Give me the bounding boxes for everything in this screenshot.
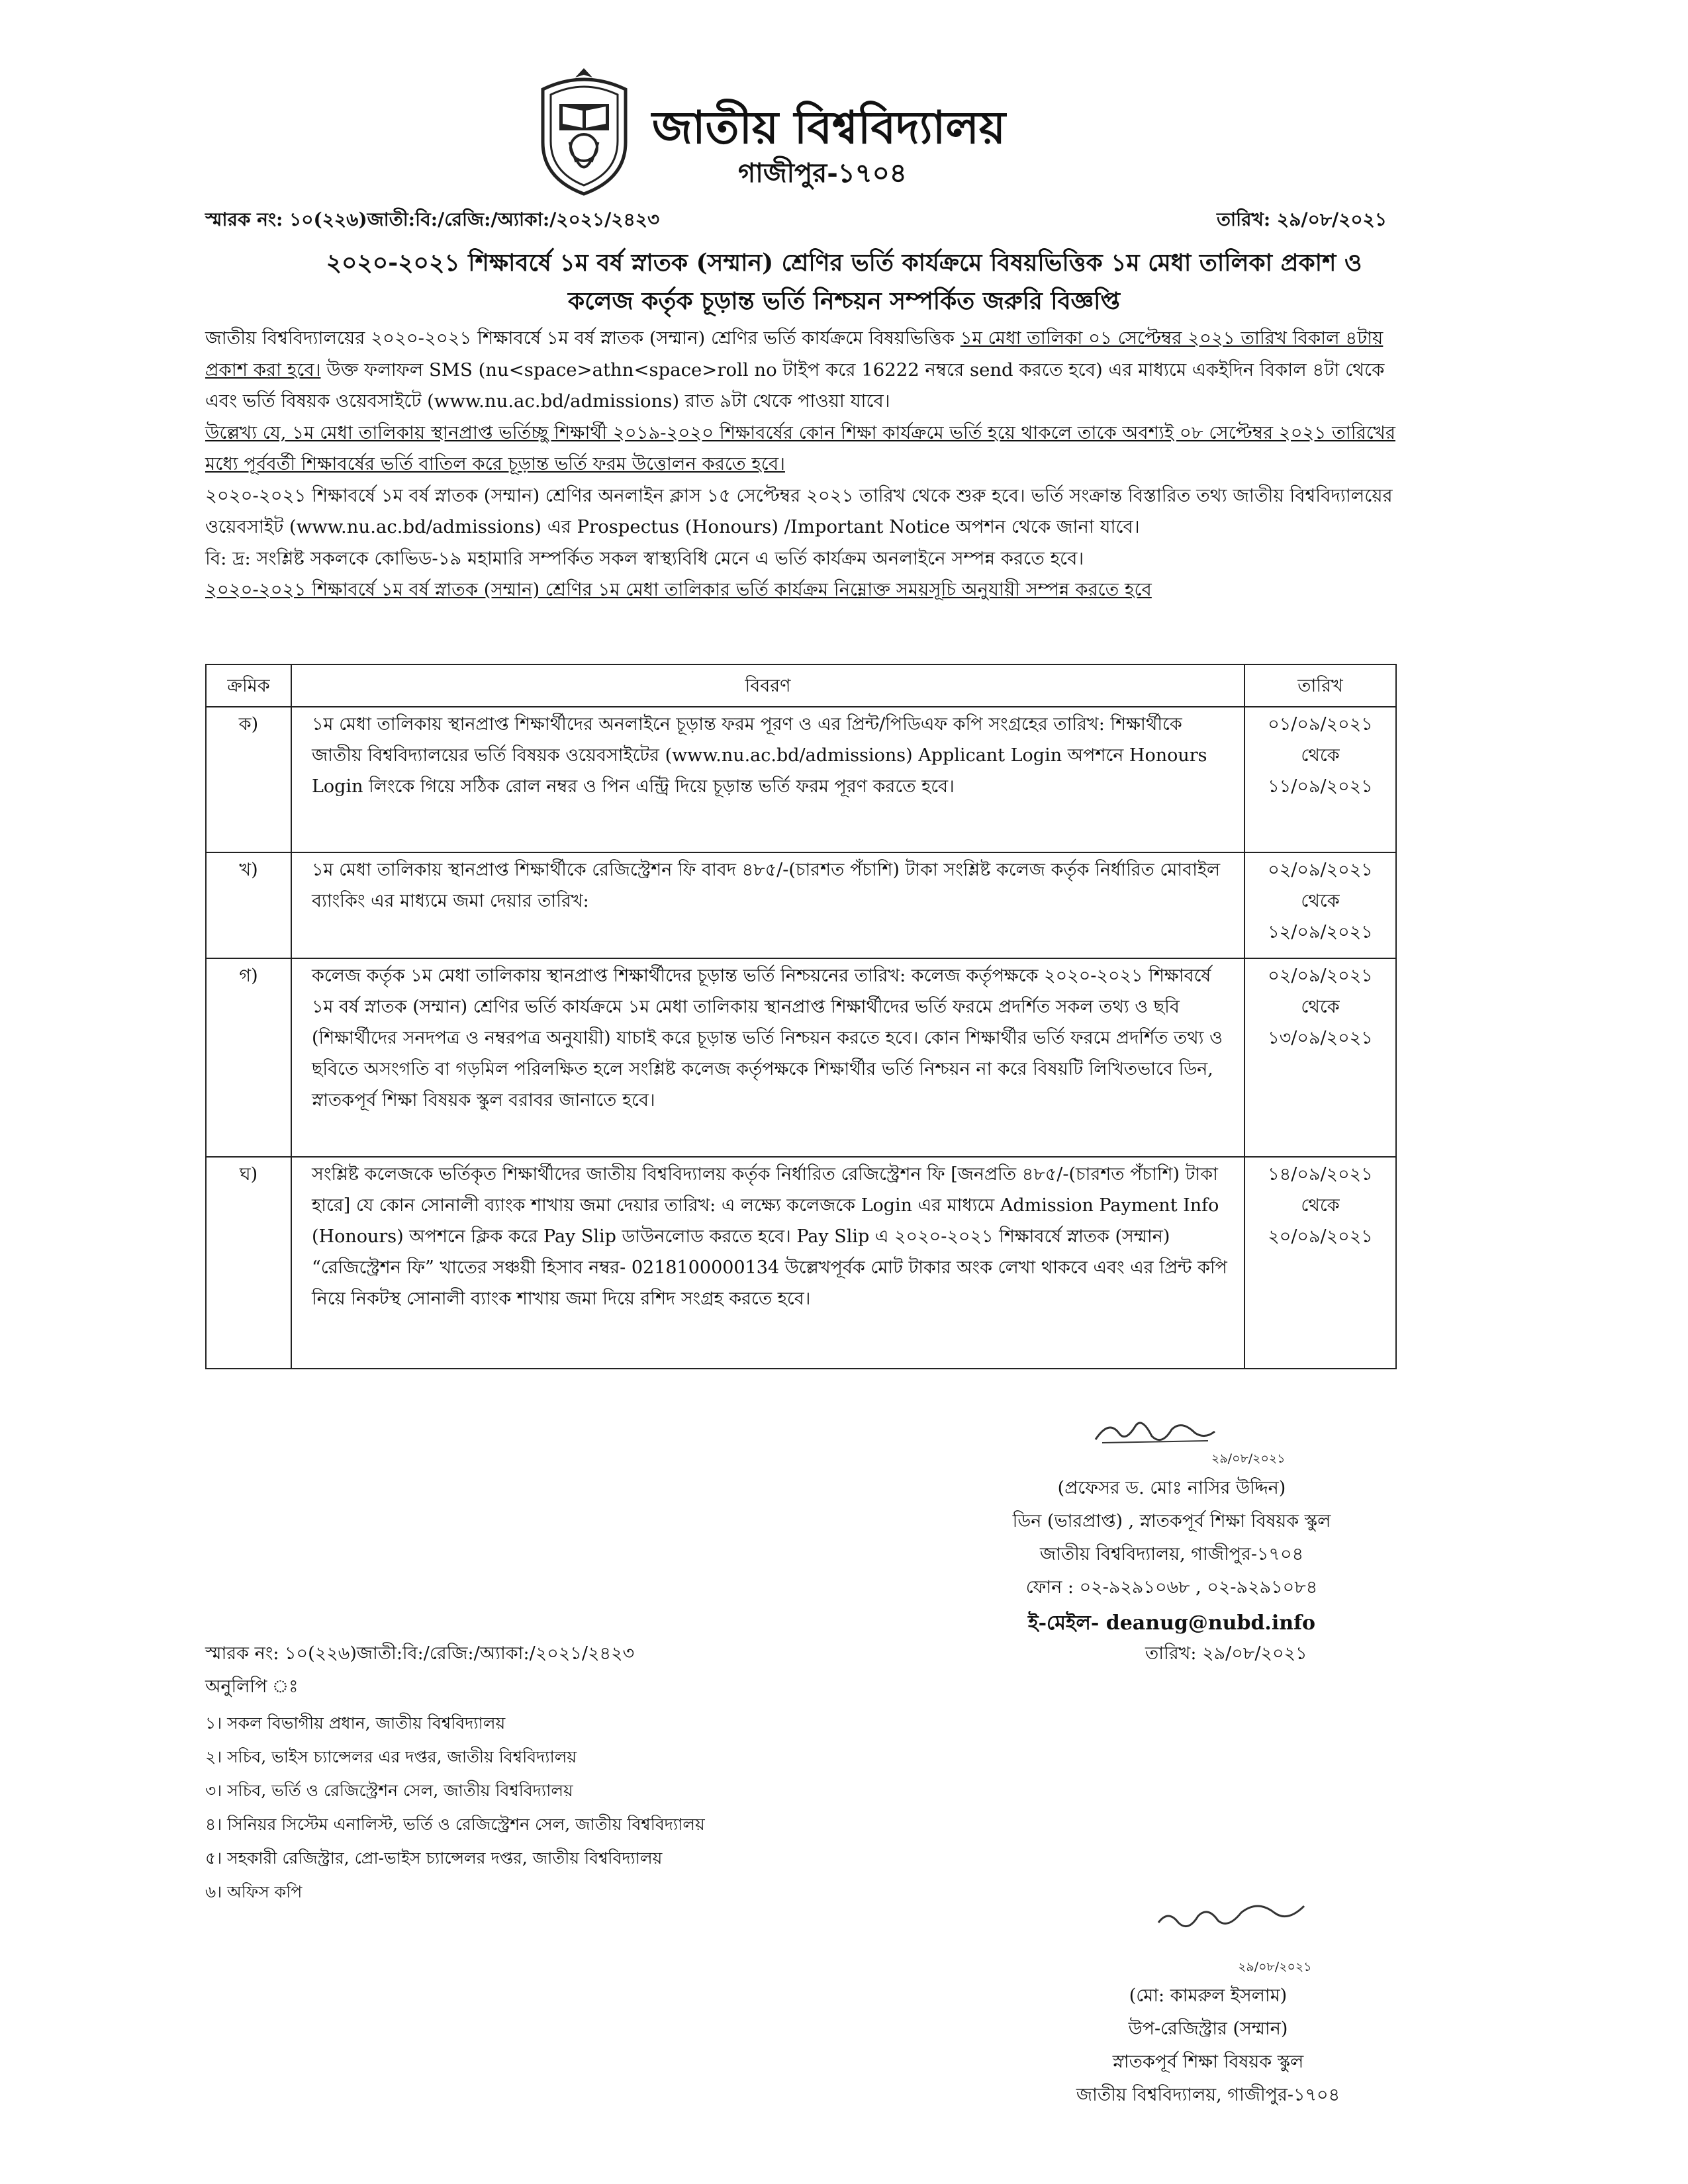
notice-body	[205, 323, 1397, 606]
row-date	[1244, 852, 1396, 958]
row-description: ১ম মেধা তালিকায় স্থানপ্রাপ্ত শিক্ষার্থীদের অনলাইনে চূড়ান্ত ফরম পূরণ ও এর প্রিন্ট/পিডিএফ কপি সংগ্রহের তারিখ: শিক্ষার্থীকে জাতীয় বিশ্ববিদ্যালয়ের ভর্তি বিষয়ক ওয়েবসাইটের (www.nu.ac.bd/admissions) Applicant Login অপশনে Honours Login লিংকে গিয়ে সঠিক রোল নম্বর ও পিন এন্ট্রি দিয়ে চূড়ান্ত ভর্তি ফরম পূরণ করতে হবে।	[291, 707, 1244, 852]
paragraph-merit-list-highlight: ১ম মেধা তালিকা ০১ সেপ্টেম্বর ২০২১ তারিখ বিকাল ৪টায় প্রকাশ করা হবে।	[205, 328, 1383, 381]
registrar-signature	[1152, 1893, 1311, 1939]
copy-recipient-list	[205, 1706, 705, 1909]
date-to: ১১/০৯/২০২১	[1268, 776, 1373, 797]
dean-signature-date: ২৯/০৮/২০২১	[1211, 1451, 1286, 1466]
date-from: ১৪/০৯/২০২১	[1268, 1164, 1373, 1185]
table-row	[206, 707, 1396, 852]
paragraph-cancellation: উল্লেখ্য যে, ১ম মেধা তালিকায় স্থানপ্রাপ্ত ভর্তিচ্ছু শিক্ষার্থী ২০১৯-২০২০ শিক্ষাবর্ষের কোন শিক্ষা কার্যক্রমে ভর্তি হয়ে থাকলে তাকে অবশ্যই ০৮ সেপ্টেম্বর ২০২১ তারিখের মধ্যে পূর্ববর্তী শিক্ষাবর্ষের ভর্তি বাতিল করে চূড়ান্ত ভর্তি ফরম উত্তোলন করতে হবে।	[205, 422, 1395, 475]
paragraph-merit-list	[205, 323, 1397, 418]
table-row	[206, 1157, 1396, 1369]
list-item: ৩। সচিব, ভর্তি ও রেজিস্ট্রেশন সেল, জাতীয় বিশ্ববিদ্যালয়	[205, 1781, 573, 1800]
row-serial: ক)	[206, 707, 291, 852]
university-city: গাজীপুর-১৭০৪	[738, 158, 907, 189]
list-item: ২। সচিব, ভাইস চ্যান্সেলর এর দপ্তর, জাতীয় বিশ্ববিদ্যালয়	[205, 1747, 577, 1766]
dean-designation: ডিন (ভারপ্রাপ্ত) , স্নাতকপূর্ব শিক্ষা বিষয়ক স্কুল	[1012, 1511, 1331, 1531]
date-to: ২০/০৯/২০২১	[1268, 1226, 1373, 1247]
paragraph-online-class: ২০২০-২০২১ শিক্ষাবর্ষে ১ম বর্ষ স্নাতক (সম্মান) শ্রেণির অনলাইন ক্লাস ১৫ সেপ্টেম্বর ২০২১ তারিখ থেকে শুরু হবে। ভর্তি সংক্রান্ত বিস্তারিত তথ্য জাতীয় বিশ্ববিদ্যালয়ের ওয়েবসাইট (www.nu.ac.bd/admissions) এর Prospectus (Honours) /Important Notice অপশন থেকে জানা যাবে।	[205, 484, 1393, 537]
notice-title-line1: ২০২০-২০২১ শিক্ষাবর্ষে ১ম বর্ষ স্নাতক (সম্মান) শ্রেণির ভর্তি কার্যক্রমে বিষয়ভিত্তিক ১ম মেধা তালিকা প্রকাশ ও	[326, 249, 1362, 277]
dean-signature	[1089, 1406, 1221, 1453]
memo-date: তারিখ: ২৯/০৮/২০২১	[1217, 208, 1387, 230]
registrar-designation: উপ-রেজিস্ট্রার (সম্মান)	[1128, 2019, 1288, 2039]
paragraph-merit-list-intro: জাতীয় বিশ্ববিদ্যালয়ের ২০২০-২০২১ শিক্ষাবর্ষে ১ম বর্ষ স্নাতক (সম্মান) শ্রেণির ভর্তি কার্যক্রমে বিষয়ভিত্তিক	[205, 328, 961, 349]
copy-memo-date: তারিখ: ২৯/০৮/২০২১	[1145, 1643, 1307, 1664]
column-header-date: তারিখ	[1244, 664, 1396, 707]
date-to: ১২/০৯/২০২১	[1268, 922, 1373, 942]
date-separator: থেকে	[1301, 891, 1340, 911]
university-name: জাতীয় বিশ্ববিদ্যালয়	[652, 101, 1006, 154]
dean-organization: জাতীয় বিশ্ববিদ্যালয়, গাজীপুর-১৭০৪	[1039, 1544, 1304, 1565]
memo-number: স্মারক নং: ১০(২২৬)জাতী:বি:/রেজি:/অ্যাকা:/২০২১/২৪২৩	[205, 208, 660, 230]
date-separator: থেকে	[1301, 745, 1340, 766]
table-row	[206, 852, 1396, 958]
column-header-description: বিবরণ	[291, 664, 1244, 707]
paragraph-schedule-intro: ২০২০-২০২১ শিক্ষাবর্ষে ১ম বর্ষ স্নাতক (সম্মান) শ্রেণির ১ম মেধা তালিকার ভর্তি কার্যক্রম নিম্নোক্ত সময়সূচি অনুযায়ী সম্পন্ন করতে হবে	[205, 579, 1152, 600]
date-separator: থেকে	[1301, 1195, 1340, 1216]
row-date	[1244, 958, 1396, 1157]
date-from: ০২/০৯/২০২১	[1268, 966, 1373, 986]
row-description: সংশ্লিষ্ট কলেজকে ভর্তিকৃত শিক্ষার্থীদের জাতীয় বিশ্ববিদ্যালয় কর্তৃক নির্ধারিত রেজিস্ট্রেশন ফি [জনপ্রতি ৪৮৫/-(চারশত পঁচাশি) টাকা হারে] যে কোন সোনালী ব্যাংক শাখায় জমা দেয়ার তারিখ: এ লক্ষ্যে কলেজকে Login এর মাধ্যমে Admission Payment Info (Honours) অপশনে ক্লিক করে Pay Slip ডাউনলোড করতে হবে। Pay Slip এ ২০২০-২০২১ শিক্ষাবর্ষে স্নাতক (সম্মান) “রেজিস্ট্রেশন ফি” খাতের সঞ্চয়ী হিসাব নম্বর- 0218100000134 উল্লেখপূর্বক মোট টাকার অংক লেখা থাকবে এবং এর প্রিন্ট কপি নিয়ে নিকটস্থ সোনালী ব্যাংক শাখায় জমা দিয়ে রশিদ সংগ্রহ করতে হবে।	[291, 1157, 1244, 1369]
paragraph-covid-note: বি: দ্র: সংশ্লিষ্ট সকলকে কোভিড-১৯ মহামারি সম্পর্কিত সকল স্বাস্থ্যবিধি মেনে এ ভর্তি কার্যক্রম অনলাইনে সম্পন্ন করতে হবে।	[205, 547, 1084, 569]
row-description: কলেজ কর্তৃক ১ম মেধা তালিকায় স্থানপ্রাপ্ত শিক্ষার্থীদের চূড়ান্ত ভর্তি নিশ্চয়নের তারিখ: কলেজ কর্তৃপক্ষকে ২০২০-২০২১ শিক্ষাবর্ষে ১ম বর্ষ স্নাতক (সম্মান) শ্রেণির ভর্তি কার্যক্রমে ১ম মেধা তালিকায় স্থানপ্রাপ্ত শিক্ষার্থীদের ভর্তি ফরমে প্রদর্শিত সকল তথ্য ও ছবি (শিক্ষার্থীদের সনদপত্র ও নম্বরপত্র অনুযায়ী) যাচাই করে চূড়ান্ত ভর্তি নিশ্চয়ন করতে হবে। কোন শিক্ষার্থীর ভর্তি ফরমে প্রদর্শিত তথ্য ও ছবিতে অসংগতি বা গড়মিল পরিলক্ষিত হলে সংশ্লিষ্ট কলেজ কর্তৃপক্ষকে শিক্ষার্থীর ভর্তি নিশ্চয়ন না করে বিষয়টি লিখিতভাবে ডিন, স্নাতকপূর্ব শিক্ষা বিষয়ক স্কুল বরাবর জানাতে হবে।	[291, 958, 1244, 1157]
row-serial: খ)	[206, 852, 291, 958]
date-to: ১৩/০৯/২০২১	[1268, 1028, 1373, 1048]
registrar-signature-date: ২৯/০৮/২০২১	[1238, 1960, 1312, 1974]
dean-email: ই-মেইল- deanug@nubd.info	[1028, 1612, 1315, 1635]
dean-phone: ফোন : ০২-৯২৯১০৬৮ , ০২-৯২৯১০৮৪	[1025, 1577, 1318, 1598]
university-seal-logo	[530, 63, 639, 199]
date-separator: থেকে	[1301, 997, 1340, 1017]
copy-heading: অনুলিপি ঃ	[205, 1676, 299, 1697]
list-item: ৫। সহকারী রেজিস্ট্রার, প্রো-ভাইস চ্যান্সেলর দপ্তর, জাতীয় বিশ্ববিদ্যালয়	[205, 1848, 663, 1868]
paragraph-merit-list-sms: উক্ত ফলাফল SMS (nu<space>athn<space>roll no টাইপ করে 16222 নম্বরে send করতে হবে) এর মাধ্যমে একইদিন বিকাল ৪টা থেকে এবং ভর্তি বিষয়ক ওয়েবসাইটে (www.nu.ac.bd/admissions) রাত ৯টা থেকে পাওয়া যাবে।	[205, 359, 1385, 412]
registrar-school: স্নাতকপূর্ব শিক্ষা বিষয়ক স্কুল	[1112, 2052, 1304, 2072]
schedule-table	[205, 664, 1397, 1369]
row-description: ১ম মেধা তালিকায় স্থানপ্রাপ্ত শিক্ষার্থীকে রেজিস্ট্রেশন ফি বাবদ ৪৮৫/-(চারশত পঁচাশি) টাকা সংশ্লিষ্ট কলেজ কর্তৃক নির্ধারিত মোবাইল ব্যাংকিং এর মাধ্যমে জমা দেয়ার তারিখ:	[291, 852, 1244, 958]
row-date	[1244, 1157, 1396, 1369]
table-header-row	[206, 664, 1396, 707]
table-row	[206, 958, 1396, 1157]
date-from: ০২/০৯/২০২১	[1268, 860, 1373, 880]
registrar-organization: জাতীয় বিশ্ববিদ্যালয়, গাজীপুর-১৭০৪	[1076, 2085, 1340, 2105]
date-from: ০১/০৯/২০২১	[1268, 714, 1373, 735]
notice-title-line2: কলেজ কর্তৃক চূড়ান্ত ভর্তি নিশ্চয়ন সম্পর্কিত জরুরি বিজ্ঞপ্তি	[568, 287, 1120, 315]
list-item: ৬। অফিস কপি	[205, 1882, 303, 1901]
row-date	[1244, 707, 1396, 852]
list-item: ১। সকল বিভাগীয় প্রধান, জাতীয় বিশ্ববিদ্যালয়	[205, 1713, 506, 1733]
row-serial: ঘ)	[206, 1157, 291, 1369]
copy-memo-number: স্মারক নং: ১০(২২৬)জাতী:বি:/রেজি:/অ্যাকা:/২০২১/২৪২৩	[205, 1643, 635, 1664]
registrar-name: (মো: কামরুল ইসলাম)	[1129, 1985, 1288, 2006]
list-item: ৪। সিনিয়র সিস্টেম এনালিস্ট, ভর্তি ও রেজিস্ট্রেশন সেল, জাতীয় বিশ্ববিদ্যালয়	[205, 1815, 705, 1834]
dean-name: (প্রফেসর ড. মোঃ নাসির উদ্দিন)	[1057, 1478, 1286, 1498]
row-serial: গ)	[206, 958, 291, 1157]
column-header-serial: ক্রমিক	[206, 664, 291, 707]
